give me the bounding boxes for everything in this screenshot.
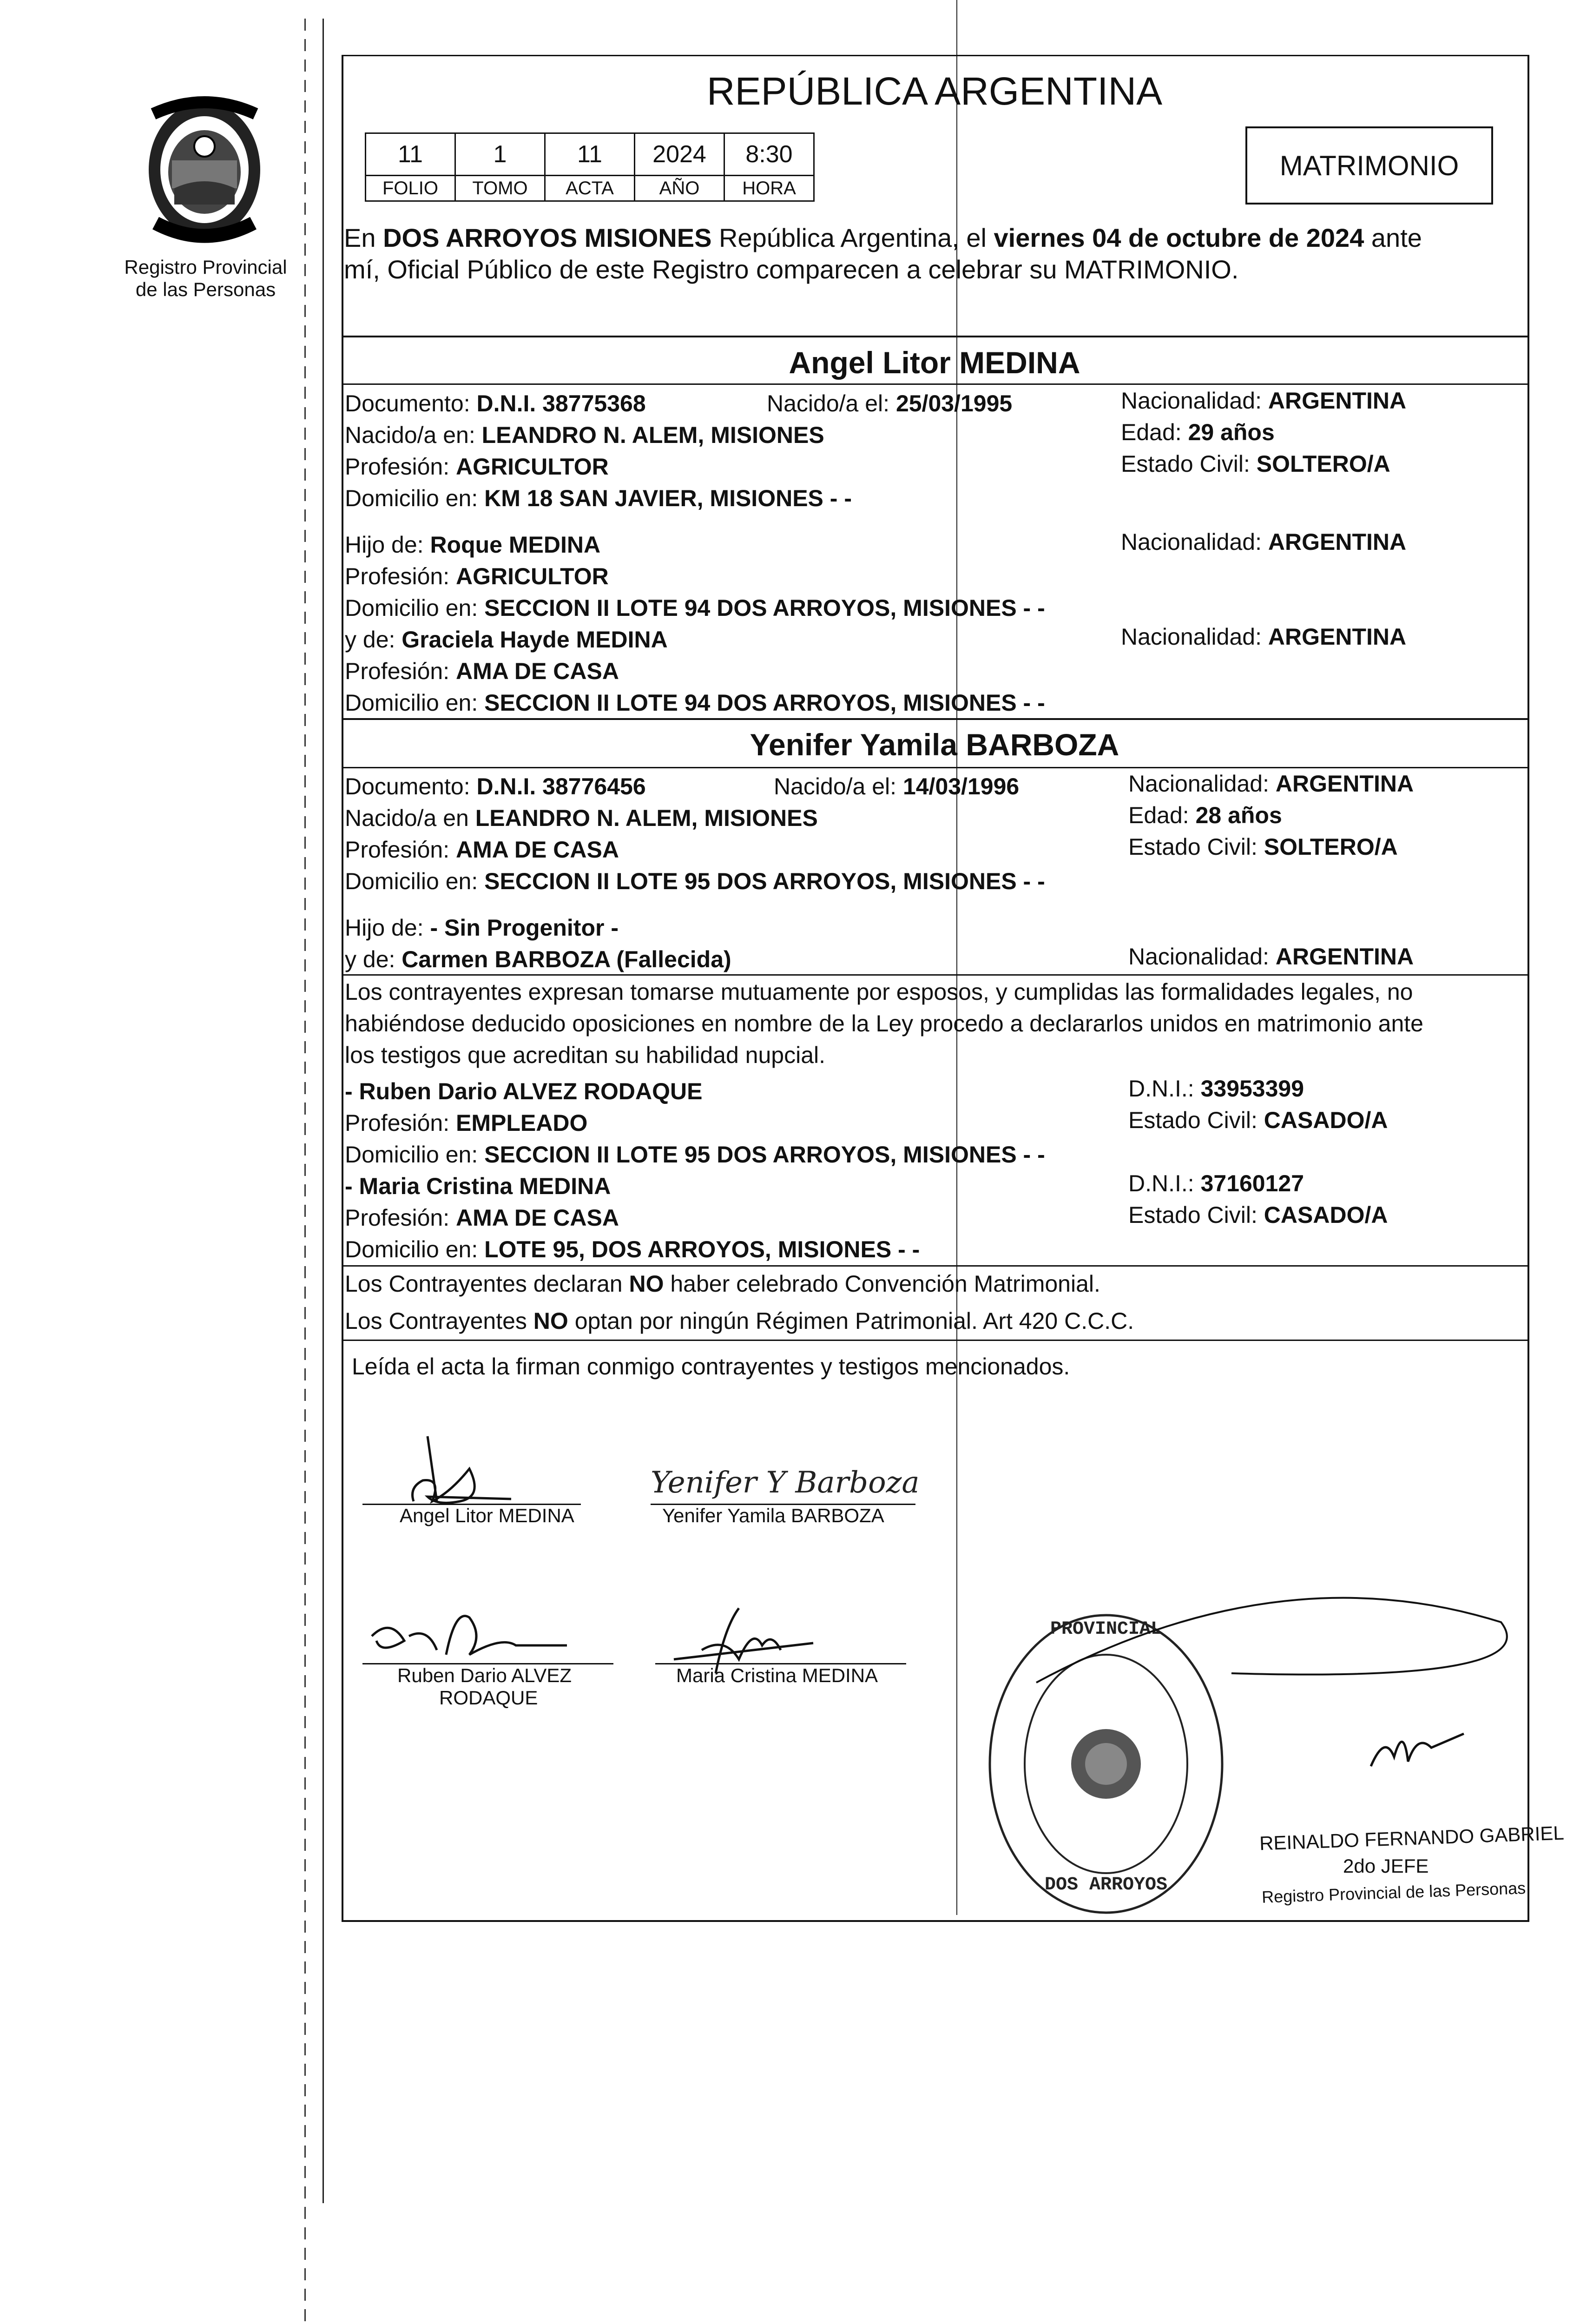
tomo-label: TOMO [455, 176, 545, 201]
witness1-name: - Ruben Dario ALVEZ RODAQUE [345, 1078, 703, 1104]
ano-value: 2024 [635, 133, 724, 176]
witness1-dni: D.N.I.: 33953399 [1128, 1076, 1304, 1102]
spouse1-father: Hijo de: Roque MEDINA [345, 532, 601, 558]
province-logo [135, 95, 274, 249]
svg-text:DOS ARROYOS: DOS ARROYOS [1044, 1875, 1168, 1895]
spouse1-father-address: Domicilio en: SECCION II LOTE 94 DOS ARROYOS, MISIONES - - [345, 595, 1045, 621]
logo-caption: Registro Provincial [124, 256, 287, 278]
tomo-value: 1 [455, 133, 545, 176]
official-signature [999, 1571, 1529, 1803]
spouse2-mother-nationality: Nacionalidad: ARGENTINA [1128, 944, 1414, 970]
spouse2-doc: Documento: D.N.I. 38776456 [345, 773, 646, 799]
spouse2-born: Nacido/a el: 14/03/1996 [774, 773, 1020, 799]
spouse1-address: Domicilio en: KM 18 SAN JAVIER, MISIONES - - [345, 485, 852, 511]
signature-yenifer: Yenifer Y Barboza [651, 1466, 920, 1500]
spouse1-age: Edad: 29 años [1121, 419, 1275, 445]
page-title: REPÚBLICA ARGENTINA [706, 69, 1163, 113]
declaration-line-2: habiéndose deducido oposiciones en nombre de la Ley procedo a declararlos unidos en matrimonio ante [345, 1010, 1423, 1037]
declaration-line-1: Los contrayentes expresan tomarse mutuamente por esposos, y cumplidas las formalidades legales, no [345, 979, 1413, 1005]
divider [342, 718, 1527, 720]
signature-label-ruben-2: RODAQUE [439, 1687, 538, 1709]
official-title: 2do JEFE [1343, 1855, 1429, 1877]
logo-caption: de las Personas [135, 278, 276, 300]
margin-line [323, 19, 324, 2203]
hora-label: HORA [724, 176, 814, 201]
divider [342, 1265, 1527, 1267]
spouse1-birthplace: Nacido/a en: LEANDRO N. ALEM, MISIONES [345, 422, 824, 448]
folio-value: 11 [366, 133, 455, 176]
official-name: REINALDO FERNANDO GABRIEL [1259, 1822, 1565, 1855]
spouse2-nationality: Nacionalidad: ARGENTINA [1128, 771, 1414, 797]
svg-text:PROVINCIAL: PROVINCIAL [1050, 1619, 1162, 1640]
witness1-address: Domicilio en: SECCION II LOTE 95 DOS ARROYOS, MISIONES - - [345, 1142, 1045, 1168]
spouse2-name: Yenifer Yamila BARBOZA [750, 727, 1119, 762]
intro-line-2: mí, Oficial Público de este Registro comparecen a celebrar su MATRIMONIO. [344, 255, 1239, 284]
witness2-dni: D.N.I.: 37160127 [1128, 1170, 1304, 1196]
witness2-name: - Maria Cristina MEDINA [345, 1173, 611, 1199]
divider [342, 767, 1527, 768]
spouse2-age: Edad: 28 años [1128, 802, 1282, 828]
witness1-civil-status: Estado Civil: CASADO/A [1128, 1107, 1388, 1133]
spouse1-name: Angel Litor MEDINA [789, 345, 1080, 380]
spouse1-mother-profession: Profesión: AMA DE CASA [345, 658, 619, 684]
spouse1-doc: Documento: D.N.I. 38775368 [345, 390, 646, 416]
hora-value: 8:30 [724, 133, 814, 176]
convention-line-1: Los Contrayentes declaran NO haber celebrado Convención Matrimonial. [345, 1271, 1100, 1297]
divider [342, 336, 1527, 337]
signature-label-ruben-1: Ruben Dario ALVEZ [397, 1664, 572, 1686]
spouse1-civil-status: Estado Civil: SOLTERO/A [1121, 451, 1390, 477]
witness2-address: Domicilio en: LOTE 95, DOS ARROYOS, MISIONES - - [345, 1236, 920, 1262]
spouse1-father-profession: Profesión: AGRICULTOR [345, 563, 609, 589]
registry-table [365, 132, 815, 202]
spouse2-address: Domicilio en: SECCION II LOTE 95 DOS ARROYOS, MISIONES - - [345, 868, 1045, 894]
folio-label: FOLIO [366, 176, 455, 201]
margin-line [304, 19, 306, 2324]
spouse2-profession: Profesión: AMA DE CASA [345, 837, 619, 863]
intro-line-1: En DOS ARROYOS MISIONES República Argentina, el viernes 04 de octubre de 2024 ante [344, 223, 1422, 252]
spouse1-nationality: Nacionalidad: ARGENTINA [1121, 388, 1407, 414]
signature-angel [372, 1432, 539, 1515]
declaration-line-3: los testigos que acreditan su habilidad nupcial. [345, 1042, 826, 1068]
spouse1-profession: Profesión: AGRICULTOR [345, 454, 609, 480]
document-type-box [1245, 126, 1493, 205]
spouse2-mother: y de: Carmen BARBOZA (Fallecida) [345, 946, 731, 972]
closing-text: Leída el acta la firman conmigo contrayentes y testigos mencionados. [352, 1353, 1070, 1380]
witness2-civil-status: Estado Civil: CASADO/A [1128, 1202, 1388, 1228]
signature-label-yenifer: Yenifer Yamila BARBOZA [662, 1505, 884, 1526]
spouse1-mother: y de: Graciela Hayde MEDINA [345, 627, 668, 653]
divider [342, 974, 1527, 976]
spouse2-birthplace: Nacido/a en LEANDRO N. ALEM, MISIONES [345, 805, 818, 831]
spouse2-civil-status: Estado Civil: SOLTERO/A [1128, 834, 1398, 860]
signature-label-angel: Angel Litor MEDINA [400, 1505, 574, 1526]
signature-ruben [362, 1599, 572, 1673]
convention-line-2: Los Contrayentes NO optan por ningún Régimen Patrimonial. Art 420 C.C.C. [345, 1308, 1134, 1334]
acta-label: ACTA [545, 176, 635, 201]
spouse1-father-nationality: Nacionalidad: ARGENTINA [1121, 529, 1407, 555]
spouse2-father: Hijo de: - Sin Progenitor - [345, 915, 619, 941]
divider [342, 383, 1527, 385]
witness2-profession: Profesión: AMA DE CASA [345, 1205, 619, 1231]
official-office: Registro Provincial de las Personas [1261, 1878, 1526, 1907]
ano-label: AÑO [635, 176, 724, 201]
spouse1-born: Nacido/a el: 25/03/1995 [767, 390, 1013, 416]
divider [342, 1340, 1527, 1341]
spouse1-mother-nationality: Nacionalidad: ARGENTINA [1121, 624, 1407, 650]
signature-label-maria: Maria Cristina MEDINA [676, 1664, 878, 1686]
spouse1-mother-address: Domicilio en: SECCION II LOTE 94 DOS ARROYOS, MISIONES - - [345, 690, 1045, 716]
document-type: MATRIMONIO [1279, 150, 1459, 181]
witness1-profession: Profesión: EMPLEADO [345, 1110, 588, 1136]
acta-value: 11 [545, 133, 635, 176]
